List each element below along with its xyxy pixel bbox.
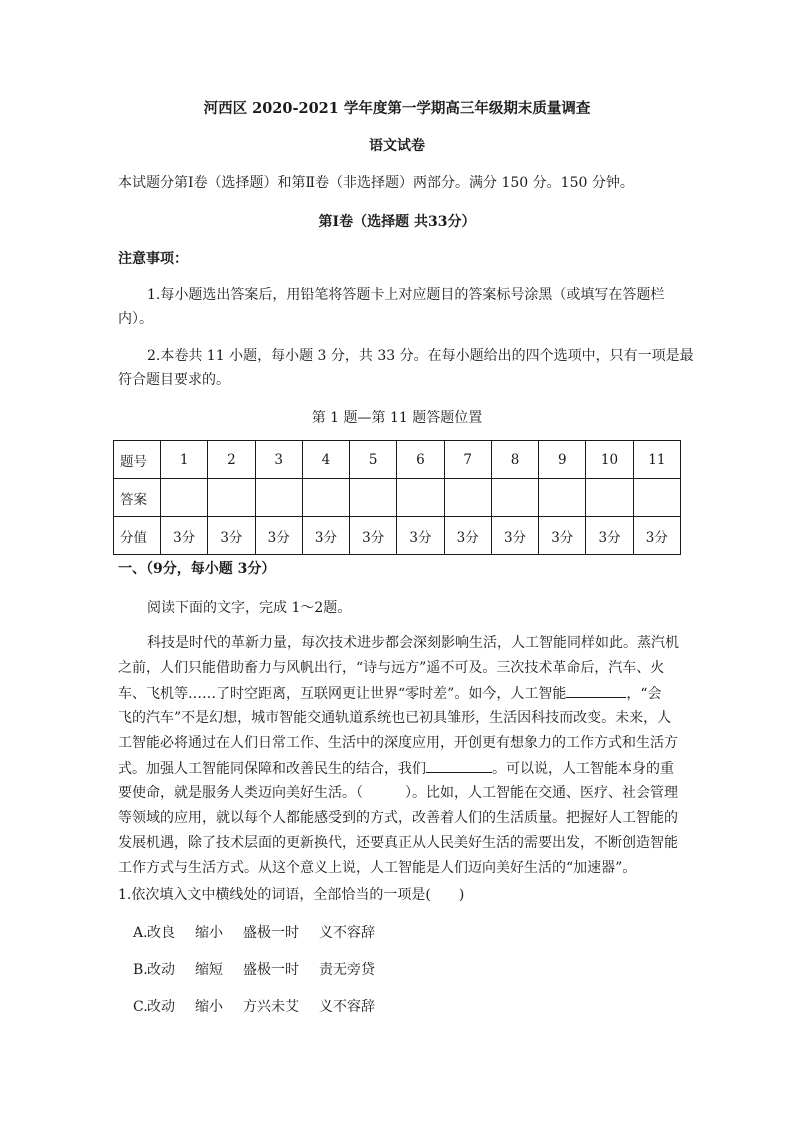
passage-line: 要使命，就是服务人类迈向美好生活。（ ）。比如，人工智能在交通、医疗、社会管理 (118, 785, 678, 801)
row-label-number: 题号 (114, 441, 161, 479)
part-1-instruction: 阅读下面的文字，完成 1～2题。 (147, 600, 352, 616)
option-word: 缩小 (195, 925, 223, 941)
option-word: 责无旁贷 (319, 962, 375, 978)
fill-blank-line (566, 683, 626, 698)
question-number-cell: 8 (491, 441, 538, 479)
exam-subtitle: 语文试卷 (369, 138, 425, 154)
score-cell: 3分 (397, 517, 444, 555)
option-word: 缩小 (195, 999, 223, 1015)
option-word: 改动 (147, 962, 175, 978)
part-1-heading: 一、（9分，每小题 3分） (118, 561, 276, 577)
answer-cell[interactable] (397, 479, 444, 517)
answer-cell[interactable] (350, 479, 397, 517)
option-letter: A. (133, 925, 148, 941)
table-caption: 第 1 题—第 11 题答题位置 (311, 410, 483, 426)
score-cell: 3分 (302, 517, 349, 555)
passage-line: 等领域的应用，就以每个人都能感受到的方式，改善着人们的生活质量。把握好人工智能的 (118, 810, 678, 826)
score-cell: 3分 (161, 517, 208, 555)
option-b[interactable] (133, 960, 375, 980)
question-1-stem: 1.依次填入文中横线处的词语，全部恰当的一项是( ) (118, 887, 465, 903)
option-word: 改良 (147, 925, 175, 941)
question-number-cell: 6 (397, 441, 444, 479)
row-label-score: 分值 (114, 517, 161, 555)
answer-cell[interactable] (491, 479, 538, 517)
question-number-cell: 7 (444, 441, 491, 479)
question-number-cell: 5 (350, 441, 397, 479)
option-a[interactable] (133, 923, 375, 943)
passage-line: 发展机遇，除了技术层面的更新换代，还要真正从人民美好生活的需要出发，不断创造智能 (118, 835, 678, 851)
passage-text: 。可以说，人工智能本身的重 (492, 761, 674, 777)
option-word: 缩短 (195, 962, 223, 978)
option-word: 盛极一时 (243, 925, 299, 941)
passage-text: 车、飞机等……了时空距离，互联网更让世界“零时差”。如今，人工智能 (118, 686, 567, 702)
option-word: 方兴未艾 (243, 999, 299, 1015)
notice-title: 注意事项： (118, 251, 188, 267)
passage-line: 科技是时代的革新力量，每次技术进步都会深刻影响生活，人工智能同样如此。蒸汽机 (147, 635, 679, 651)
option-letter: B. (133, 962, 148, 978)
table-row-answer (114, 479, 681, 517)
question-number-cell: 2 (208, 441, 255, 479)
score-cell: 3分 (208, 517, 255, 555)
score-cell: 3分 (444, 517, 491, 555)
answer-table (113, 440, 681, 555)
passage-text: 式。加强人工智能同保障和改善民生的结合，我们 (118, 761, 426, 777)
answer-cell[interactable] (633, 479, 680, 517)
question-number-cell: 10 (586, 441, 633, 479)
option-word: 义不容辞 (319, 999, 375, 1015)
notice-2-line-2: 符合题目要求的。 (118, 372, 230, 388)
answer-cell[interactable] (444, 479, 491, 517)
exam-intro: 本试题分第Ⅰ卷（选择题）和第Ⅱ卷（非选择题）两部分。满分 150 分。150 分钟。 (118, 175, 634, 191)
option-word: 盛极一时 (243, 962, 299, 978)
score-cell: 3分 (350, 517, 397, 555)
score-cell: 3分 (539, 517, 586, 555)
answer-cell[interactable] (586, 479, 633, 517)
exam-title: 河西区 2020-2021 学年度第一学期高三年级期末质量调查 (203, 100, 591, 117)
score-cell: 3分 (255, 517, 302, 555)
question-number-cell: 3 (255, 441, 302, 479)
option-c[interactable] (133, 997, 375, 1017)
notice-2-line-1: 2.本卷共 11 小题，每小题 3 分，共 33 分。在每小题给出的四个选项中，只有一项是最 (147, 348, 694, 364)
notice-1-line-1: 1.每小题选出答案后，用铅笔将答题卡上对应题目的答案标号涂黑（或填写在答题栏 (147, 287, 665, 303)
answer-cell[interactable] (161, 479, 208, 517)
question-number-cell: 1 (161, 441, 208, 479)
row-label-answer: 答案 (114, 479, 161, 517)
question-number-cell: 9 (539, 441, 586, 479)
fill-blank-line (426, 758, 492, 773)
passage-line (118, 758, 674, 779)
passage-line: 飞的汽车”不是幻想，城市智能交通轨道系统也已初具雏形，生活因科技而改变。未来，人 (118, 710, 672, 726)
passage-line: 工智能必将通过在人们日常工作、生活中的深度应用，开创更有想象力的工作方式和生活方 (118, 735, 678, 751)
table-row-score (114, 517, 681, 555)
notice-1-line-2: 内）。 (118, 311, 153, 327)
answer-cell[interactable] (208, 479, 255, 517)
option-letter: C. (133, 999, 148, 1015)
question-number-cell: 4 (302, 441, 349, 479)
passage-text: ，“会 (626, 686, 662, 702)
answer-cell[interactable] (302, 479, 349, 517)
answer-cell[interactable] (539, 479, 586, 517)
table-row-number (114, 441, 681, 479)
option-word: 改动 (147, 999, 175, 1015)
option-word: 义不容辞 (319, 925, 375, 941)
score-cell: 3分 (633, 517, 680, 555)
section-title: 第Ⅰ卷（选择题 共33分） (318, 214, 476, 230)
score-cell: 3分 (491, 517, 538, 555)
passage-line (118, 683, 662, 704)
passage-line: 之前，人们只能借助畜力与风帆出行，“诗与远方”遥不可及。三次技术革命后，汽车、火 (118, 660, 665, 676)
answer-cell[interactable] (255, 479, 302, 517)
question-number-cell: 11 (633, 441, 680, 479)
passage-line: 工作方式与生活方式。从这个意义上说，人工智能是人们迈向美好生活的“加速器”。 (118, 860, 637, 876)
score-cell: 3分 (586, 517, 633, 555)
